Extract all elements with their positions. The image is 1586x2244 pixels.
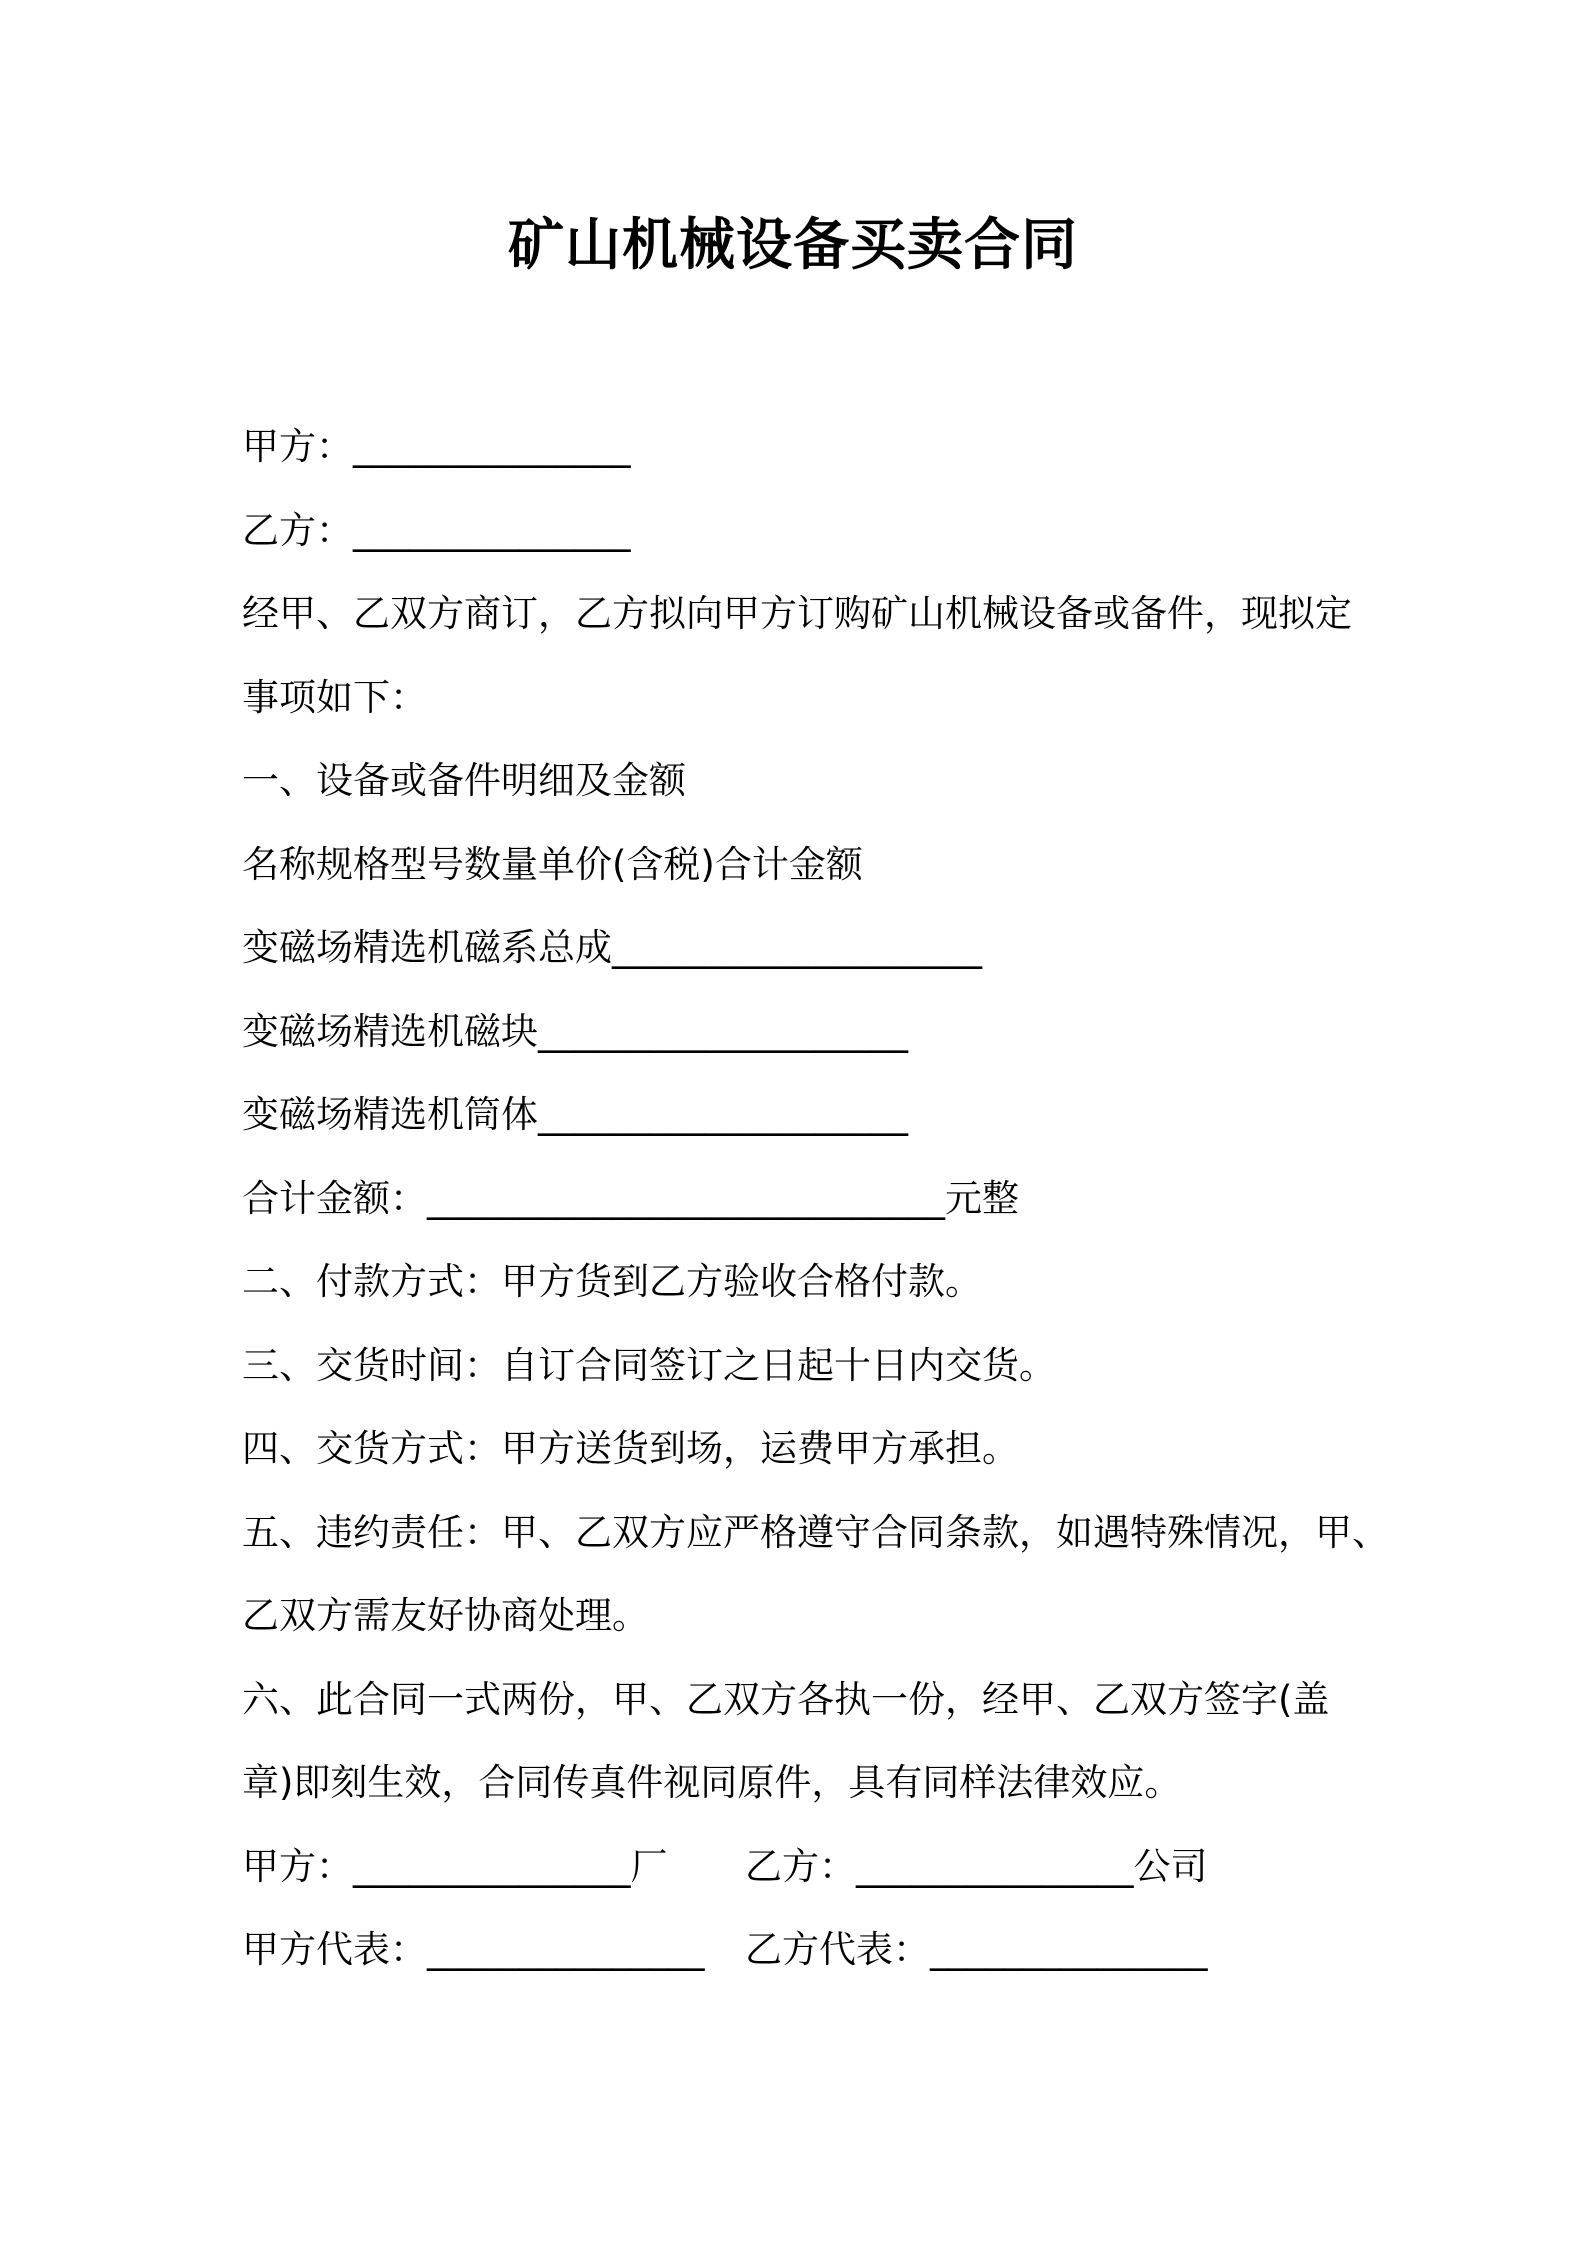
items-table-header: 名称规格型号数量单价(含税)合计金额 bbox=[242, 842, 863, 886]
section2-payment-terms: 二、付款方式：甲方货到乙方验收合格付款。 bbox=[242, 1260, 982, 1303]
sign-party-b: 乙方：_______________公司 bbox=[745, 1844, 1208, 1888]
sign-party-a: 甲方：_______________厂 bbox=[242, 1844, 668, 1888]
section5-liability-line1: 五、违约责任：甲、乙双方应严格遵守合同条款，如遇特殊情况，甲、 bbox=[242, 1510, 1389, 1554]
section6-effectiveness-line2: 章)即刻生效，合同传真件视同原件，具有同样法律效应。 bbox=[242, 1761, 1182, 1804]
section1-heading: 一、设备或备件明细及金额 bbox=[242, 759, 686, 802]
item-row: 变磁场精选机筒体____________________ bbox=[242, 1093, 908, 1136]
section3-delivery-time: 三、交货时间：自订合同签订之日起十日内交货。 bbox=[242, 1343, 1056, 1387]
signature-parties-row bbox=[242, 1825, 1382, 1909]
sign-rep-a: 甲方代表：_______________ bbox=[242, 1928, 705, 1971]
party-b-field: 乙方：_______________ bbox=[242, 508, 631, 552]
section5-liability-line2: 乙双方需友好协商处理。 bbox=[242, 1594, 649, 1637]
item-row: 变磁场精选机磁系总成____________________ bbox=[242, 926, 982, 969]
document-title: 矿山机械设备买卖合同 bbox=[508, 213, 1078, 278]
signature-representatives-row bbox=[242, 1908, 1382, 1992]
section4-delivery-method: 四、交货方式：甲方送货到场，运费甲方承担。 bbox=[242, 1427, 1019, 1470]
sign-rep-b: 乙方代表：_______________ bbox=[745, 1928, 1208, 1971]
intro-paragraph-line1: 经甲、乙双方商订，乙方拟向甲方订购矿山机械设备或备件，现拟定 bbox=[242, 592, 1352, 635]
total-amount-field: 合计金额：____________________________元整 bbox=[242, 1176, 1019, 1220]
section6-effectiveness-line1: 六、此合同一式两份，甲、乙双方各执一份，经甲、乙双方签字(盖 bbox=[242, 1677, 1330, 1721]
item-row: 变磁场精选机磁块____________________ bbox=[242, 1009, 908, 1053]
contract-body bbox=[242, 405, 1389, 1992]
intro-paragraph-line2: 事项如下： bbox=[242, 675, 427, 719]
party-a-field: 甲方：_______________ bbox=[242, 425, 631, 468]
